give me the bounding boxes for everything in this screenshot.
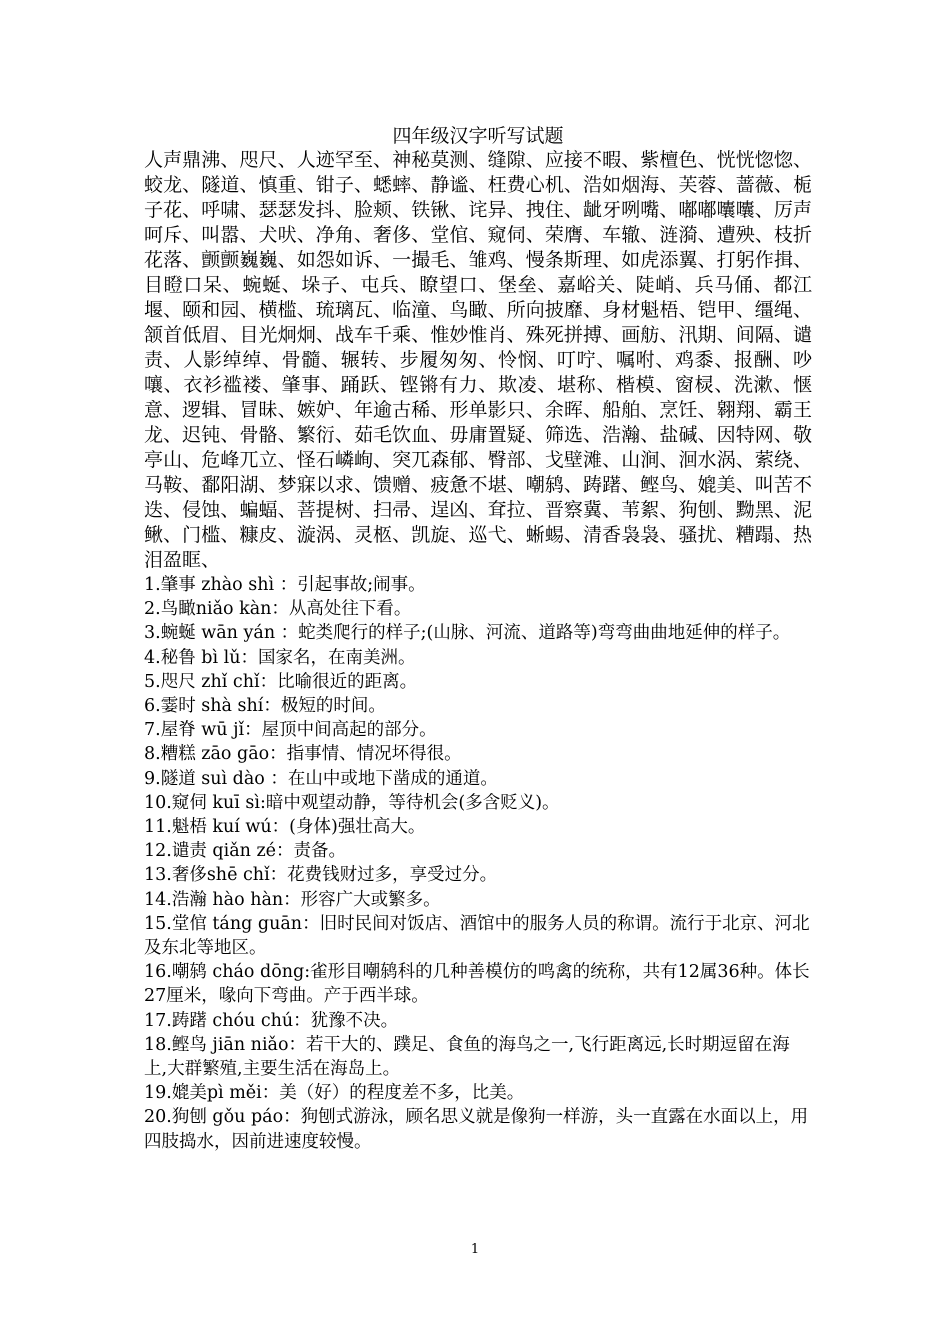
definition-item: 11.魁梧 kuí wú：(身体)强壮高大。 <box>144 817 426 838</box>
definition-item: 7.屋脊 wū jǐ：屋顶中间高起的部分。 <box>144 720 437 741</box>
definition-item: 6.霎时 shà shí：极短的时间。 <box>144 696 386 717</box>
definition-list <box>144 573 812 1154</box>
definition-item: 12.谴责 qiǎn zé：责备。 <box>144 841 347 862</box>
definition-item: 19.媲美pì měi：美（好）的程度差不多，比美。 <box>144 1083 525 1104</box>
dictation-word-list: 人声鼎沸、咫尺、人迹罕至、神秘莫测、缝隙、应接不暇、紫檀色、恍恍惚惚、蛟龙、隧道、慎重、钳子、蟋蟀、静谧、枉费心机、浩如烟海、芙蓉、蔷薇、栀子花、呼啸、瑟瑟发抖、脸颊、铁锹、诧异、拽住、龇牙咧嘴、嘟嘟囔囔、厉声呵斥、叫嚣、犬吠、净角、奢侈、堂倌、窥伺、荣膺、车辙、涟漪、遭殃、枝折花落、颤颤巍巍、如怨如诉、一撮毛、雏鸡、慢条斯理、如虎添翼、打躬作揖、目瞪口呆、蜿蜒、垛子、屯兵、瞭望口、堡垒、嘉峪关、陡峭、兵马俑、都江堰、颐和园、横槛、琉璃瓦、临潼、鸟瞰、所向披靡、身材魁梧、铠甲、缰绳、颔首低眉、目光炯炯、战车千乘、惟妙惟肖、殊死拼搏、画舫、汛期、间隔、谴责、人影绰绰、骨髓、辗转、步履匆匆、怜悯、叮咛、嘱咐、鸡黍、报酬、吵嚷、衣衫褴褛、肇事、踊跃、铿锵有力、欺凌、堪称、楷模、窗棂、洗漱、惬意、逻辑、冒昧、嫉妒、年逾古稀、形单影只、余晖、船舶、烹饪、翱翔、霸王龙、迟钝、骨骼、繁衍、茹毛饮血、毋庸置疑、筛选、浩瀚、盐碱、因特网、敬亭山、危峰兀立、怪石嶙峋、突兀森郁、臀部、戈壁滩、山涧、洄水涡、萦绕、马鞍、鄱阳湖、梦寐以求、馈赠、疲惫不堪、嘲鸫、踌躇、鲣鸟、媲美、叫苦不迭、侵蚀、蝙蝠、菩提树、扫帚、逞凶、耷拉、晋察冀、苇絮、狗刨、黝黑、泥鳅、门槛、糠皮、漩涡、灵柩、凯旋、巡弋、蜥蜴、清香袅袅、骚扰、糟蹋、热泪盈眶、 <box>144 149 812 571</box>
definition-item: 9.隧道 suì dào ：在山中或地下凿成的通道。 <box>144 768 498 789</box>
definition-item: 16.嘲鸫 cháo dōng:雀形目嘲鸫科的几种善模仿的鸣禽的统称，共有12属36种。体长27厘米，喙向下弯曲。产于西半球。 <box>144 962 810 1007</box>
definition-item: 4.秘鲁 bì lǔ：国家名，在南美洲。 <box>144 647 416 668</box>
definition-item: 1.肇事 zhào shì ：引起事故;闹事。 <box>144 575 426 595</box>
page-number: 1 <box>470 1242 480 1257</box>
definition-item: 13.奢侈shē chǐ：花费钱财过多，享受过分。 <box>144 865 498 886</box>
definition-item: 10.窥伺 kuī sì:暗中观望动静，等待机会(多含贬义)。 <box>144 792 560 813</box>
definition-item: 2.鸟瞰niǎo kàn：从高处往下看。 <box>144 599 412 620</box>
definition-item: 18.鲣鸟 jiān niǎo：若干大的、蹼足、食鱼的海鸟之一,飞行距离远,长时期逗留在海上,大群繁殖,主要生活在海岛上。 <box>144 1034 790 1080</box>
definition-item: 8.糟糕 zāo gāo：指事情、情况坏得很。 <box>144 744 462 765</box>
definition-item: 14.浩瀚 hào hàn：形容广大或繁多。 <box>144 889 441 910</box>
definition-item: 15.堂倌 táng guān：旧时民间对饭店、酒馆中的服务人员的称谓。流行于北京、河北及东北等地区。 <box>144 913 810 959</box>
document-page <box>144 124 812 1154</box>
definition-item: 3.蜿蜒 wān yán ：蛇类爬行的样子;(山脉、河流、道路等)弯弯曲曲地延伸的样子。 <box>144 623 791 644</box>
definition-item: 17.踌躇 chóu chú：犹豫不决。 <box>144 1010 399 1031</box>
document-title: 四年级汉字听写试题 <box>392 125 564 147</box>
definition-item: 5.咫尺 zhǐ chǐ：比喻很近的距离。 <box>144 671 418 692</box>
definition-item: 20.狗刨 gǒu páo：狗刨式游泳，顾名思义就是像狗一样游，头一直露在水面以上，用四肢捣水，因前进速度较慢。 <box>144 1107 809 1152</box>
